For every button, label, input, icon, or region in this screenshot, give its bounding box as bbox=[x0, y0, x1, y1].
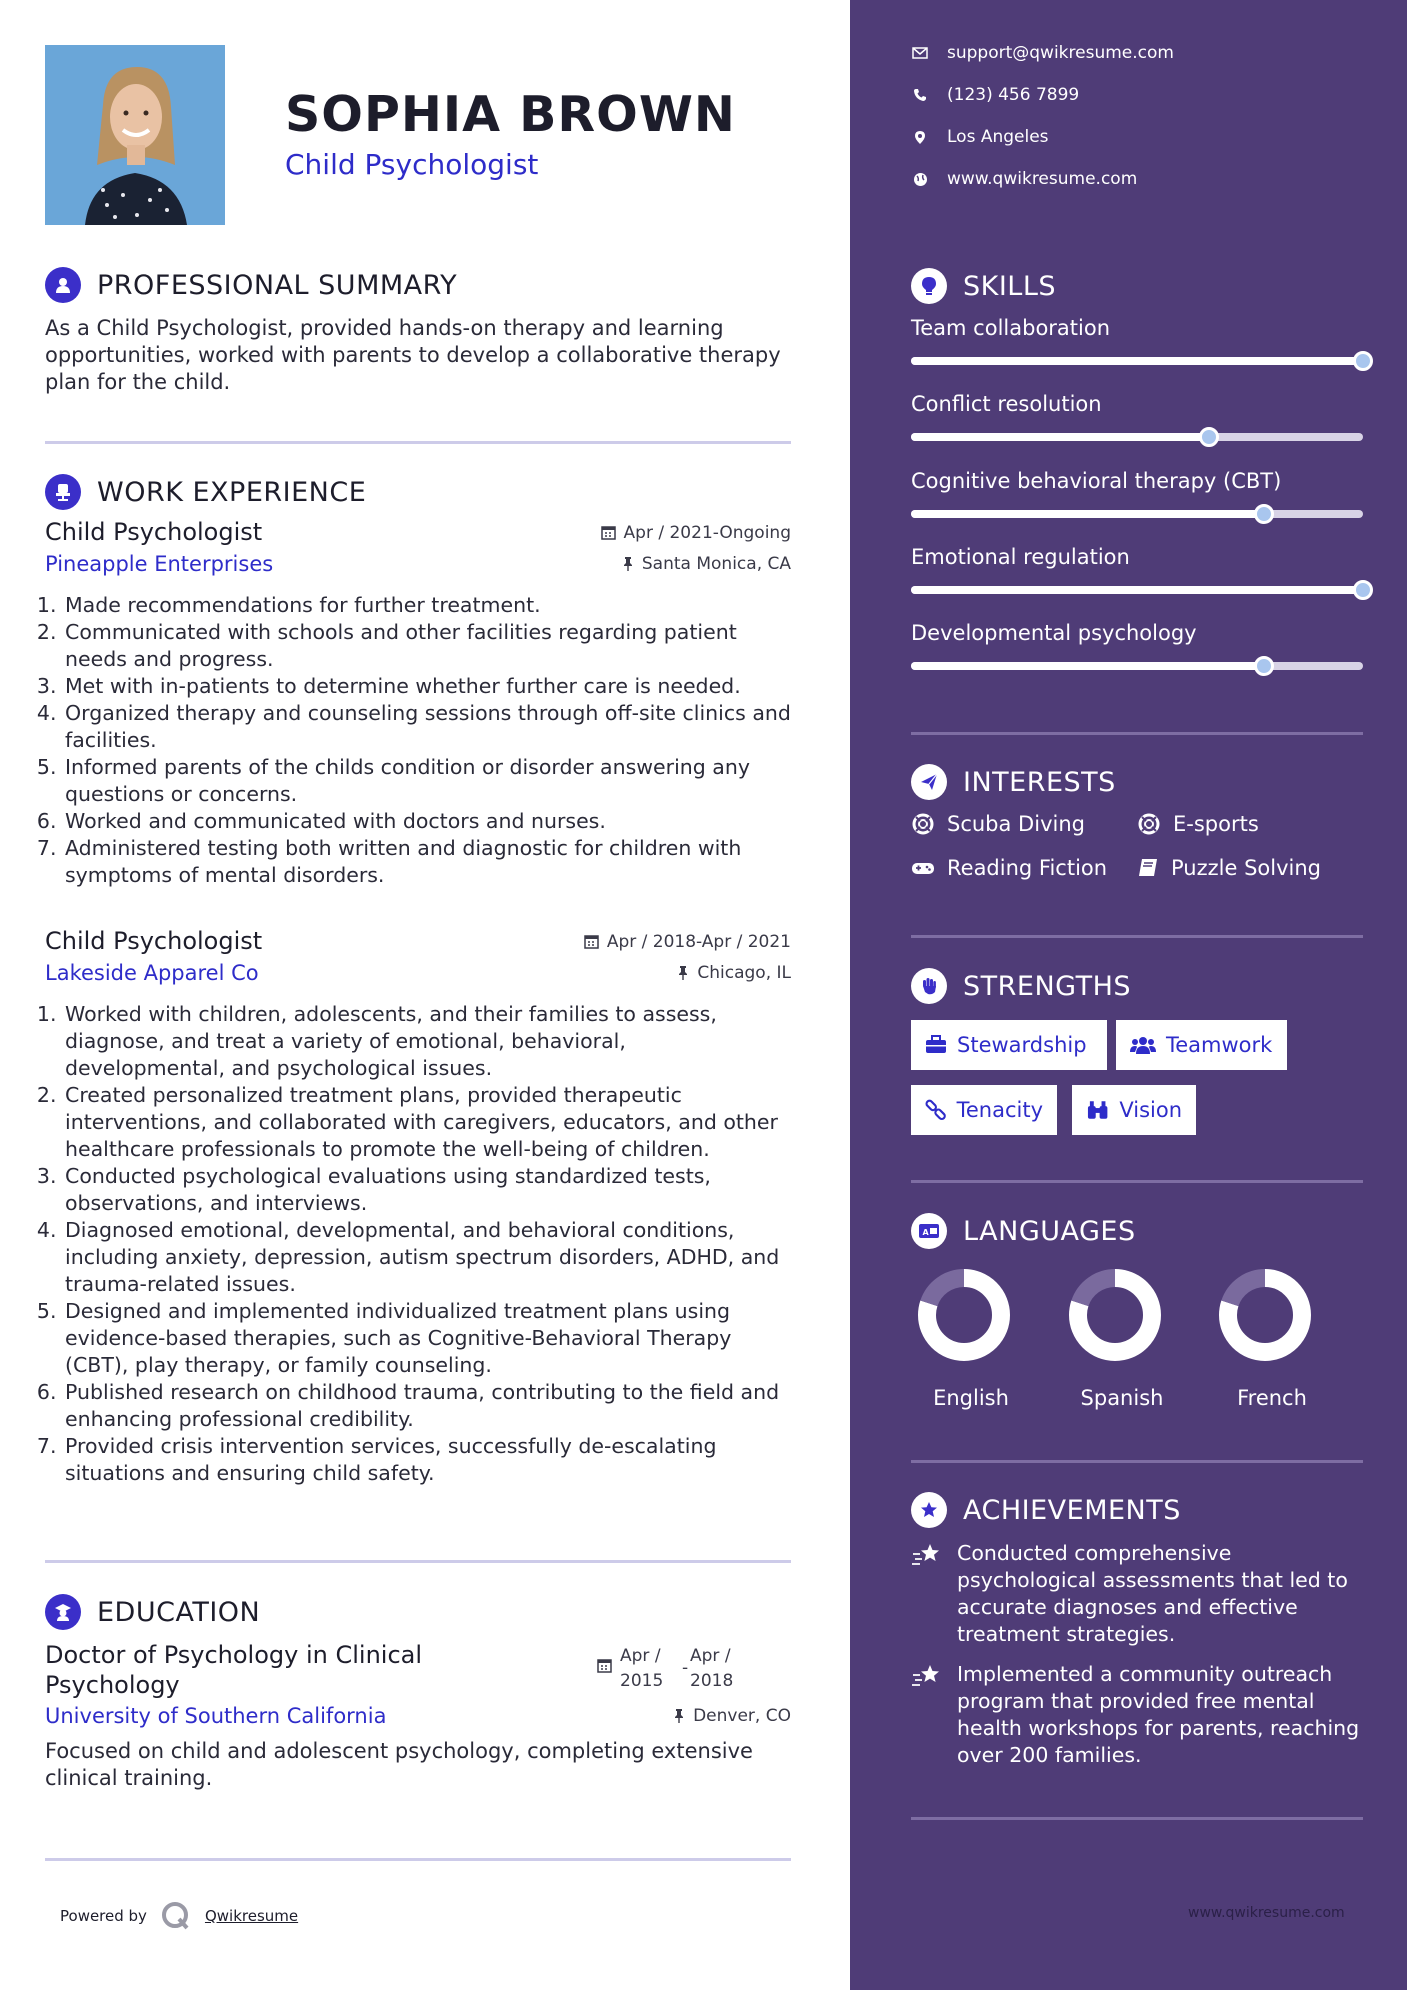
job-responsibilities bbox=[45, 1001, 791, 1487]
summary-line: opportunities, worked with parents to develop a collaborative therapy bbox=[45, 343, 781, 367]
book-icon bbox=[1137, 857, 1159, 879]
job-location-text: Chicago, IL bbox=[697, 962, 791, 983]
skill-item bbox=[911, 621, 1363, 670]
skill-bar-knob bbox=[1353, 351, 1373, 371]
skill-bar-fill bbox=[911, 662, 1264, 670]
binoculars-icon bbox=[1086, 1100, 1109, 1120]
candidate-name: SOPHIA BROWN bbox=[285, 86, 736, 143]
interest-item bbox=[1137, 856, 1321, 880]
skill-bar-knob bbox=[1254, 504, 1274, 524]
skill-label: Conflict resolution bbox=[911, 392, 1102, 416]
briefcase-icon bbox=[925, 1035, 947, 1055]
interest-item bbox=[1137, 812, 1259, 836]
job-dates bbox=[601, 523, 791, 543]
interests-header bbox=[911, 764, 1116, 800]
qwikresume-link[interactable]: Qwikresume bbox=[204, 1907, 299, 1925]
location-text: Los Angeles bbox=[947, 127, 1049, 147]
end-year: 2018 bbox=[690, 1671, 734, 1691]
candidate-title: Child Psychologist bbox=[285, 148, 539, 181]
skills-heading: SKILLS bbox=[963, 270, 1057, 302]
strength-badge bbox=[911, 1020, 1107, 1070]
list-item: 2. Created personalized treatment plans, provided therapeutic interventions, and collaborated with caregivers, educators, and other healthcare professionals to promote the well-being of children. bbox=[63, 1082, 791, 1163]
location-pin-icon bbox=[911, 130, 929, 145]
pin-icon bbox=[677, 965, 689, 980]
paper-plane-icon bbox=[911, 764, 947, 800]
language-item bbox=[1062, 1268, 1182, 1410]
summary-line: plan for the child. bbox=[45, 370, 231, 394]
job-location bbox=[677, 963, 791, 983]
language-icon bbox=[911, 1213, 947, 1249]
skill-bar bbox=[911, 433, 1363, 441]
strength-label: Tenacity bbox=[956, 1098, 1043, 1122]
skill-bar-knob bbox=[1254, 656, 1274, 676]
list-item: 4. Diagnosed emotional, developmental, and behavioral conditions, including anxiety, depression, autism spectrum disorders, ADHD, and trauma-related issues. bbox=[63, 1217, 791, 1298]
language-item bbox=[1212, 1268, 1332, 1410]
contact-email[interactable] bbox=[911, 43, 1174, 63]
list-item: 4. Organized therapy and counseling sessions through off-site clinics and facilities. bbox=[63, 700, 791, 754]
pin-icon bbox=[673, 1708, 685, 1723]
skills-header bbox=[911, 268, 1056, 304]
calendar-icon bbox=[597, 1658, 612, 1673]
skill-bar bbox=[911, 586, 1363, 594]
section-divider bbox=[45, 441, 791, 444]
education-dates bbox=[597, 1644, 750, 1694]
interest-item bbox=[911, 812, 1085, 836]
globe-icon bbox=[911, 172, 929, 187]
experience-section bbox=[45, 472, 791, 512]
shooting-star-icon bbox=[911, 1661, 945, 1769]
achievement-text: Conducted comprehensive psychological assessments that led to accurate diagnoses and effective treatment strategies. bbox=[957, 1541, 1348, 1646]
list-item: 1. Worked with children, adolescents, and their families to assess, diagnose, and treat a variety of emotional, behavioral, developmental, and psychological issues. bbox=[63, 1001, 791, 1082]
job-responsibilities bbox=[45, 592, 791, 889]
shooting-star-icon bbox=[911, 1540, 945, 1648]
footer-powered-by bbox=[60, 1901, 298, 1931]
section-divider bbox=[45, 1560, 791, 1563]
list-item: 5. Designed and implemented individualized treatment plans using evidence-based therapies, such as Cognitive-Behavioral Therapy (CBT), play therapy, or family counseling. bbox=[63, 1298, 791, 1379]
pin-icon bbox=[622, 556, 634, 571]
skill-label: Developmental psychology bbox=[911, 621, 1197, 645]
skill-label: Emotional regulation bbox=[911, 545, 1130, 569]
job-location-text: Santa Monica, CA bbox=[641, 553, 791, 574]
users-icon bbox=[1130, 1035, 1156, 1055]
list-item: 1. Made recommendations for further treatment. bbox=[63, 592, 791, 619]
school-name: University of Southern California bbox=[45, 1704, 387, 1728]
job-company: Lakeside Apparel Co bbox=[45, 961, 259, 985]
strength-label: Vision bbox=[1119, 1098, 1182, 1122]
job-company: Pineapple Enterprises bbox=[45, 552, 274, 576]
strengths-header bbox=[911, 968, 1131, 1004]
phone-text: (123) 456 7899 bbox=[947, 85, 1080, 105]
website-text: www.qwikresume.com bbox=[947, 169, 1138, 189]
job-dates-text: Apr / 2018-Apr / 2021 bbox=[606, 931, 791, 952]
language-ring bbox=[911, 1268, 1031, 1368]
footer-website[interactable]: www.qwikresume.com bbox=[1188, 1905, 1345, 1921]
language-label: French bbox=[1237, 1386, 1307, 1410]
skill-bar bbox=[911, 357, 1363, 365]
interest-label: E-sports bbox=[1173, 812, 1259, 836]
list-item: 7. Provided crisis intervention services, successfully de-escalating situations and ensuring child safety. bbox=[63, 1433, 791, 1487]
degree-line: Psychology bbox=[45, 1671, 180, 1699]
interest-label: Scuba Diving bbox=[947, 812, 1085, 836]
end-month: Apr / bbox=[690, 1646, 731, 1666]
education-description bbox=[45, 1738, 791, 1792]
list-item: 6. Published research on childhood trauma, contributing to the field and enhancing professional credibility. bbox=[63, 1379, 791, 1433]
degree-line: Doctor of Psychology in Clinical bbox=[45, 1641, 423, 1669]
skill-bar-fill bbox=[911, 357, 1363, 365]
job-dates-text: Apr / 2021-Ongoing bbox=[623, 522, 791, 543]
profile-photo bbox=[45, 45, 225, 225]
sidebar-divider bbox=[911, 935, 1363, 938]
user-icon bbox=[45, 267, 81, 303]
experience-heading: WORK EXPERIENCE bbox=[97, 476, 367, 508]
qwikresume-logo-icon bbox=[161, 1901, 191, 1931]
strength-badge bbox=[911, 1085, 1057, 1135]
phone-icon bbox=[911, 88, 929, 102]
achievements-heading: ACHIEVEMENTS bbox=[963, 1494, 1181, 1526]
list-item: 3. Met with in-patients to determine whether further care is needed. bbox=[63, 673, 791, 700]
sidebar-divider bbox=[911, 1817, 1363, 1820]
interest-label: Reading Fiction bbox=[947, 856, 1108, 880]
job-entry bbox=[45, 927, 791, 1487]
education-line: clinical training. bbox=[45, 1766, 213, 1790]
svg-text:A: A bbox=[922, 1228, 929, 1237]
language-label: Spanish bbox=[1080, 1386, 1164, 1410]
link-icon bbox=[925, 1099, 947, 1121]
sidebar-divider bbox=[911, 1460, 1363, 1463]
job-title: Child Psychologist bbox=[45, 518, 263, 546]
languages-heading: LANGUAGES bbox=[963, 1215, 1136, 1247]
skill-bar bbox=[911, 662, 1363, 670]
job-title: Child Psychologist bbox=[45, 927, 263, 955]
achievement-item bbox=[911, 1540, 1363, 1648]
strength-label: Stewardship bbox=[957, 1033, 1087, 1057]
skill-bar-fill bbox=[911, 433, 1209, 441]
interest-label: Puzzle Solving bbox=[1171, 856, 1321, 880]
education-line: Focused on child and adolescent psychology, completing extensive bbox=[45, 1739, 753, 1763]
powered-by-label: Powered by bbox=[60, 1907, 147, 1925]
strength-badge bbox=[1116, 1020, 1287, 1070]
job-dates bbox=[584, 932, 791, 952]
language-item bbox=[911, 1268, 1031, 1410]
skill-bar-fill bbox=[911, 510, 1264, 518]
interests-heading: INTERESTS bbox=[963, 766, 1116, 798]
achievements-header bbox=[911, 1492, 1181, 1528]
star-badge-icon bbox=[911, 1492, 947, 1528]
education-heading: EDUCATION bbox=[97, 1596, 261, 1628]
contact-phone[interactable] bbox=[911, 85, 1079, 105]
contact-website[interactable] bbox=[911, 169, 1137, 189]
skill-label: Team collaboration bbox=[911, 316, 1111, 340]
skill-item bbox=[911, 392, 1363, 441]
chair-icon bbox=[45, 474, 81, 510]
graduate-icon bbox=[45, 1594, 81, 1630]
skill-bar-knob bbox=[1353, 580, 1373, 600]
strength-badge bbox=[1072, 1085, 1196, 1135]
list-item: 5. Informed parents of the childs condition or disorder answering any questions or concerns. bbox=[63, 754, 791, 808]
sidebar-divider bbox=[911, 1180, 1363, 1183]
skill-item bbox=[911, 545, 1363, 594]
section-divider bbox=[45, 1858, 791, 1861]
start-date bbox=[620, 1644, 682, 1694]
interest-item bbox=[911, 856, 1107, 880]
skill-label: Cognitive behavioral therapy (CBT) bbox=[911, 469, 1282, 493]
lightbulb-icon bbox=[911, 268, 947, 304]
achievement-item bbox=[911, 1661, 1363, 1769]
skill-item bbox=[911, 469, 1363, 518]
language-ring bbox=[1212, 1268, 1332, 1368]
list-item: 6. Worked and communicated with doctors and nurses. bbox=[63, 808, 791, 835]
date-separator: - bbox=[682, 1658, 689, 1678]
language-label: English bbox=[933, 1386, 1009, 1410]
summary-heading: PROFESSIONAL SUMMARY bbox=[97, 269, 458, 301]
sidebar-divider bbox=[911, 732, 1363, 735]
language-ring bbox=[1062, 1268, 1182, 1368]
strengths-heading: STRENGTHS bbox=[963, 970, 1132, 1002]
envelope-icon bbox=[911, 47, 929, 59]
start-year: 2015 bbox=[620, 1671, 664, 1691]
life-ring-icon bbox=[911, 812, 935, 836]
summary-line: As a Child Psychologist, provided hands-on therapy and learning bbox=[45, 316, 724, 340]
skill-bar-fill bbox=[911, 586, 1363, 594]
life-ring-icon bbox=[1137, 812, 1161, 836]
email-text: support@qwikresume.com bbox=[947, 43, 1174, 63]
fist-icon bbox=[911, 968, 947, 1004]
education-location-text: Denver, CO bbox=[693, 1705, 791, 1726]
education-entry bbox=[45, 1640, 791, 1792]
calendar-icon bbox=[584, 934, 599, 949]
summary-text bbox=[45, 315, 791, 396]
skill-item bbox=[911, 316, 1363, 365]
strength-label: Teamwork bbox=[1166, 1033, 1273, 1057]
job-location bbox=[622, 554, 791, 574]
achievement-text: Implemented a community outreach program that provided free mental health workshops for parents, reaching over 200 families. bbox=[957, 1662, 1360, 1767]
languages-header bbox=[911, 1213, 1136, 1249]
end-date bbox=[690, 1644, 750, 1694]
skill-bar bbox=[911, 510, 1363, 518]
calendar-icon bbox=[601, 525, 616, 540]
contact-location bbox=[911, 127, 1049, 147]
education-location bbox=[673, 1706, 791, 1726]
start-month: Apr / bbox=[620, 1646, 661, 1666]
list-item: 2. Communicated with schools and other facilities regarding patient needs and progress. bbox=[63, 619, 791, 673]
list-item: 3. Conducted psychological evaluations using standardized tests, observations, and interviews. bbox=[63, 1163, 791, 1217]
education-section bbox=[45, 1592, 791, 1632]
list-item: 7. Administered testing both written and diagnostic for children with symptoms of mental disorders. bbox=[63, 835, 791, 889]
summary-section bbox=[45, 265, 791, 396]
job-entry bbox=[45, 518, 791, 889]
gamepad-icon bbox=[911, 856, 935, 880]
